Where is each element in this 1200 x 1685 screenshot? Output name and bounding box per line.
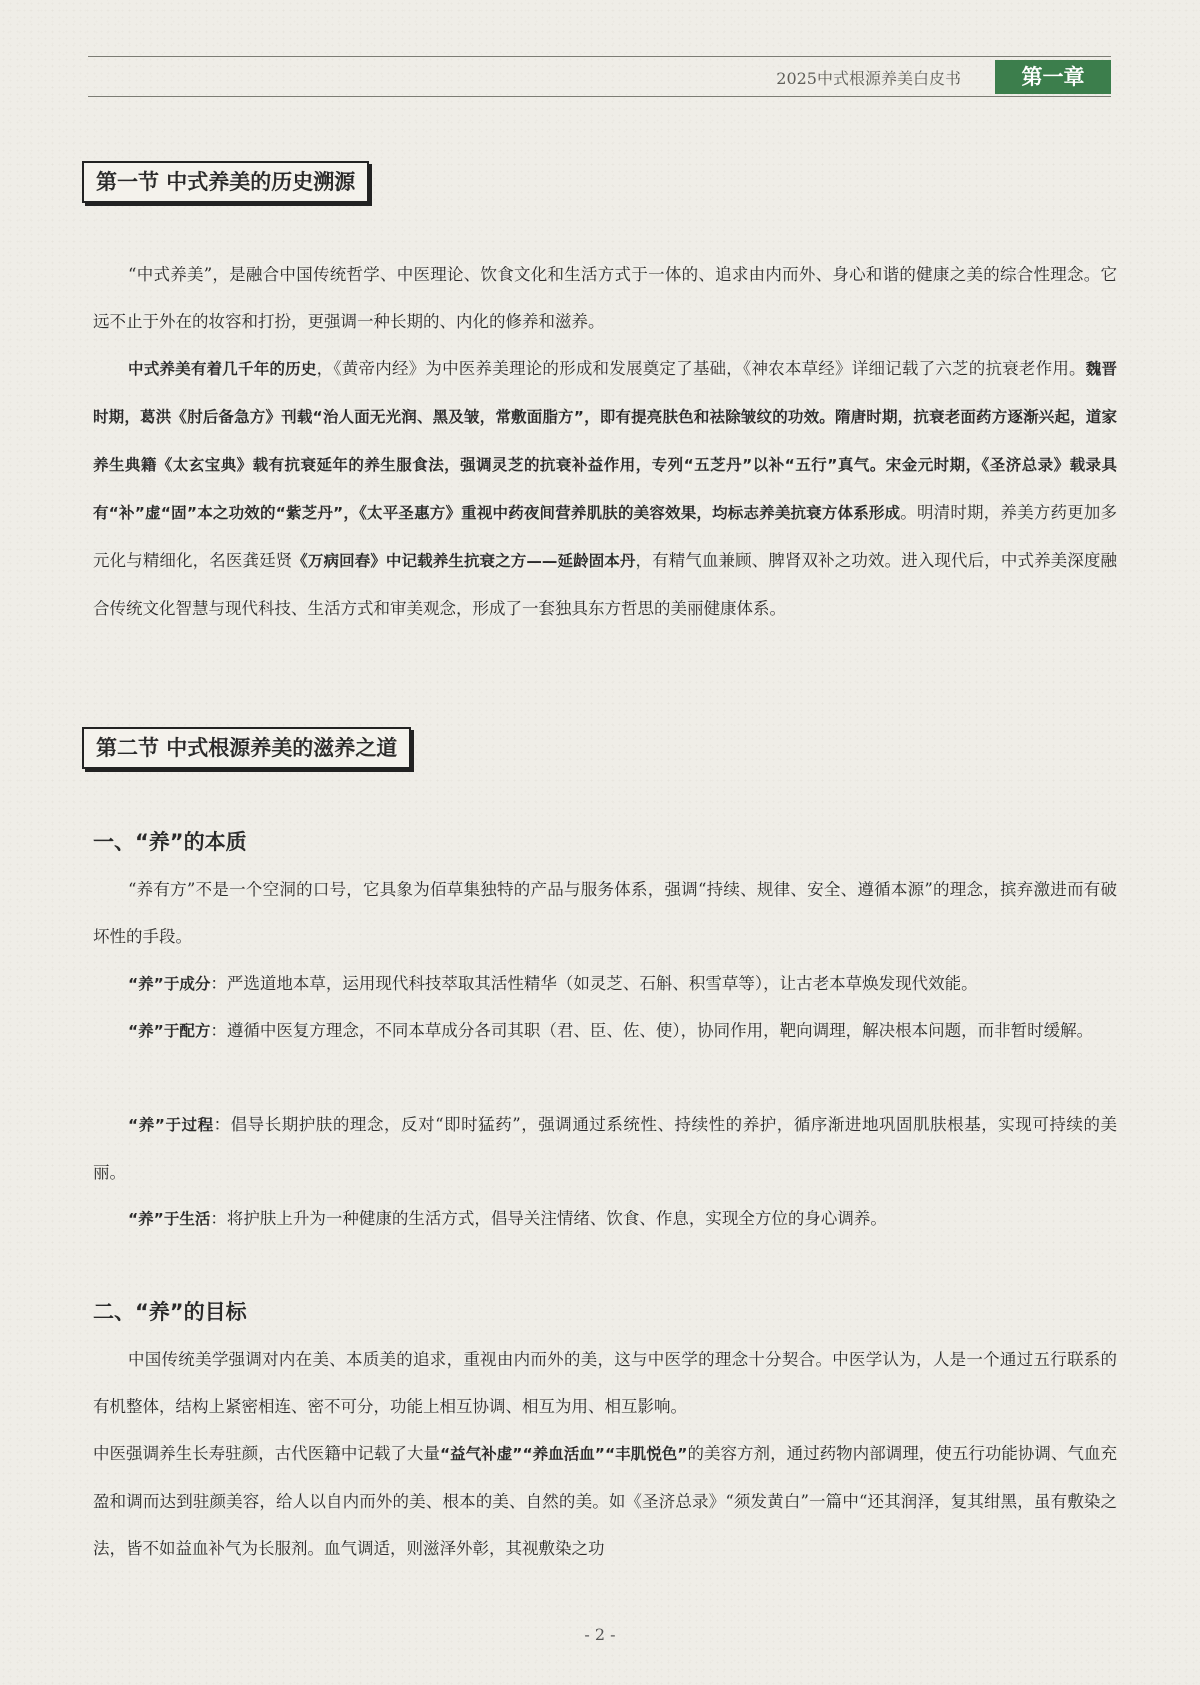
nourish-item-ingredients [93,960,1117,1008]
bold-text: 《万病回春》中记载养生抗衰之方——延龄固本丹 [292,552,636,570]
bold-text: 魏晋时期，葛洪《肘后备急方》刊载“治人面无光润、黑及皱，常敷面脂方”，即有提亮肤色和祛除皱纹的功效。隋唐时期，抗衰老面药方逐渐兴起，道家养生典籍《太玄宝典》载有抗衰延年的养生服食法，强调灵芝的抗衰补益作用，专列“五芝丹”以补“五行”真气。宋金元时期，《圣济总录》载录具有“补”虚“固”本之功效的“紫芝丹”，《太平圣惠方》重视中药夜间营养肌肤的美容效果，均标志养美抗衰方体系形成 [93,360,1117,522]
section1-title: 第一节 中式养美的历史溯源 [82,161,369,203]
chapter-tag: 第一章 [995,60,1111,94]
subsection1-heading: 一、“养”的本质 [93,830,247,854]
section1-paragraph-1: “中式养美”，是融合中国传统哲学、中医理论、饮食文化和生活方式于一体的、追求由内而外、身心和谐的健康之美的综合性理念。它远不止于外在的妆容和打扮，更强调一种长期的、内化的修养和滋养。 [93,265,1117,331]
header-top-rule [88,56,1111,57]
bold-text: “益气补虚”“养血活血”“丰肌悦色” [439,1445,688,1463]
header-bottom-rule [88,96,1111,97]
body-text: ，《黄帝内经》为中医养美理论的形成和发展奠定了基础，《神农本草经》详细记载了六芝的抗衰老作用。 [316,359,1086,378]
nourish-item-lifestyle [93,1195,1117,1243]
item-text: ：严选道地本草，运用现代科技萃取其活性精华（如灵芝、石斛、积雪草等），让古老本草焕发现代效能。 [210,974,978,993]
body-text: 中医强调养生长寿驻颜，古代医籍中记载了大量 [93,1444,440,1463]
item-text: ：遵循中医复方理念，不同本草成分各司其职（君、臣、佐、使），协同作用，靶向调理，解决根本问题，而非暂时缓解。 [210,1021,1094,1040]
nourish-item-process [93,1101,1117,1196]
item-label: “养”于成分 [128,975,211,993]
document-title: 2025中式根源养美白皮书 [776,69,961,88]
page-number: - 2 - [584,1625,616,1644]
subsection2-paragraph-1: 中国传统美学强调对内在美、本质美的追求，重视由内而外的美，这与中医学的理念十分契合。中医学认为，人是一个通过五行联系的有机整体，结构上紧密相连、密不可分，功能上相互协调、相互为用、相互影响。 [93,1350,1117,1416]
page-header [88,56,1111,98]
section1-paragraph-2 [93,345,1117,632]
bold-text: 中式养美有着几千年的历史 [128,360,317,378]
section2-title: 第二节 中式根源养美的滋养之道 [82,727,411,769]
item-label: “养”于配方 [128,1022,211,1040]
body-text: 。明清时期，养美方药更加多元化与精细化，名医龚廷贤 [93,503,1117,570]
subsection1-intro: “养有方”不是一个空洞的口号，它具象为佰草集独特的产品与服务体系，强调“持续、规律、安全、遵循本源”的理念，摈弃激进而有破坏性的手段。 [93,880,1117,946]
body-text: 的美容方剂，通过药物内部调理，使五行功能协调、气血充盈和调而达到驻颜美容，给人以自内而外的美、根本的美、自然的美。如《圣济总录》“须发黄白”一篇中“还其润泽，复其绀黑，虽有敷染之法，皆不如益血补气为长服剂。血气调适，则滋泽外彰，其视敷染之功 [93,1444,1118,1558]
subsection2-heading: 二、“养”的目标 [93,1300,247,1324]
item-label: “养”于生活 [128,1210,211,1228]
item-label: “养”于过程 [128,1116,214,1134]
item-text: ：将护肤上升为一种健康的生活方式，倡导关注情绪、饮食、作息，实现全方位的身心调养。 [210,1209,887,1228]
subsection2-paragraph-2 [93,1430,1117,1572]
body-text: ，有精气血兼顾、脾肾双补之功效。进入现代后，中式养美深度融合传统文化智慧与现代科技、生活方式和审美观念，形成了一套独具东方哲思的美丽健康体系。 [93,551,1117,618]
nourish-item-formula [93,1007,1117,1055]
item-text: ：倡导长期护肤的理念，反对“即时猛药”，强调通过系统性、持续性的养护，循序渐进地巩固肌肤根基，实现可持续的美丽。 [93,1115,1118,1182]
